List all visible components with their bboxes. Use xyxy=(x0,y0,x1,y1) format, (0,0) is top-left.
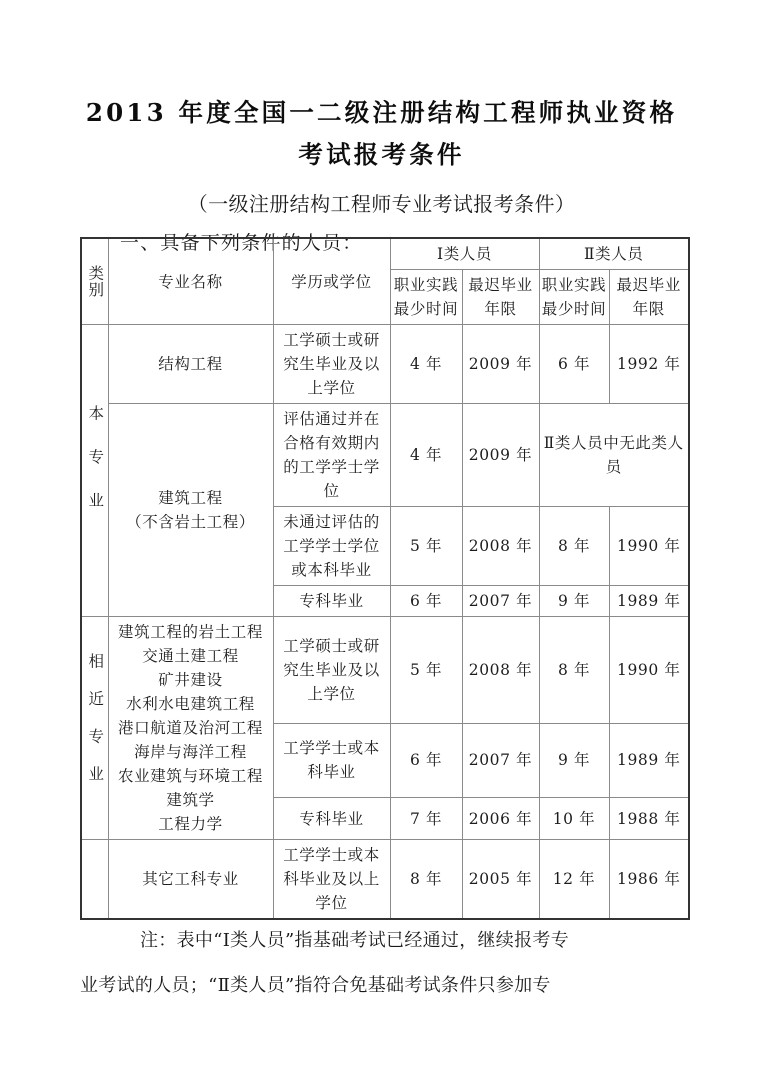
cell-ii-practice: 8 年 xyxy=(539,507,609,586)
category-cell-xiangjin xyxy=(81,617,108,840)
degree-junior-college: 专科毕业 xyxy=(273,798,390,840)
table-footnote xyxy=(80,918,692,1008)
header-i-practice: 职业实践最少时间 xyxy=(390,270,462,325)
cell-i-grad-year: 2006 年 xyxy=(462,798,539,840)
cell-i-practice: 7 年 xyxy=(390,798,462,840)
footnote-line-2: 业考试的人员；“Ⅱ类人员”指符合免基础考试条件只参加专 xyxy=(80,975,551,996)
category-label-benzhuanye: 本专业 xyxy=(86,405,105,536)
table-header-row-1 xyxy=(81,238,689,270)
list-item: 建筑学 xyxy=(166,791,215,809)
cell-ii-practice: 9 年 xyxy=(539,723,609,797)
major-architectural xyxy=(108,404,273,617)
cell-merged-note-no-type-ii: Ⅱ类人员中无此类人员 xyxy=(539,404,689,507)
cell-ii-practice: 12 年 xyxy=(539,840,609,920)
header-i-grad-year: 最迟毕业年限 xyxy=(462,270,539,325)
cell-ii-grad-year: 1989 年 xyxy=(609,586,689,617)
cell-i-grad-year: 2008 年 xyxy=(462,617,539,724)
cell-ii-practice: 6 年 xyxy=(539,325,609,404)
cell-i-practice: 5 年 xyxy=(390,507,462,586)
cell-i-grad-year: 2005 年 xyxy=(462,840,539,920)
cell-i-practice: 8 年 xyxy=(390,840,462,920)
major-architectural-line-1: 建筑工程 xyxy=(158,489,223,507)
cell-ii-grad-year: 1990 年 xyxy=(609,507,689,586)
footnote-line-1: 注：表中“Ⅰ类人员”指基础考试已经通过，继续报考专 xyxy=(140,930,570,951)
list-item: 水利水电建筑工程 xyxy=(126,695,255,713)
degree-bachelor-or-undergrad: 工学学士或本科毕业 xyxy=(273,723,390,797)
cell-i-grad-year: 2008 年 xyxy=(462,507,539,586)
cell-i-grad-year: 2007 年 xyxy=(462,723,539,797)
major-other-engineering: 其它工科专业 xyxy=(108,840,273,920)
header-ii-practice: 职业实践最少时间 xyxy=(539,270,609,325)
major-architectural-line-2: （不含岩土工程） xyxy=(126,513,255,531)
degree-master-or-above: 工学硕士或研究生毕业及以上学位 xyxy=(273,617,390,724)
table-row xyxy=(81,617,689,724)
page-title-line-2: 考试报考条件 xyxy=(298,140,465,169)
degree-bachelor-or-above: 工学学士或本科毕业及以上学位 xyxy=(273,840,390,920)
category-cell-blank xyxy=(81,840,108,920)
list-item: 建筑工程的岩土工程 xyxy=(118,623,263,641)
cell-ii-grad-year: 1990 年 xyxy=(609,617,689,724)
header-group-i: Ⅰ类人员 xyxy=(390,238,539,270)
list-item: 农业建筑与环境工程 xyxy=(118,767,263,785)
degree-unaccredited-bachelor: 未通过评估的工学学士学位或本科毕业 xyxy=(273,507,390,586)
header-category xyxy=(81,238,108,325)
conditions-table-wrapper xyxy=(80,237,688,920)
cell-ii-grad-year: 1989 年 xyxy=(609,723,689,797)
document-subtitle: （一级注册结构工程师专业考试报考条件） xyxy=(187,192,576,216)
table-row xyxy=(81,840,689,920)
document-title-block xyxy=(0,0,763,176)
cell-i-practice: 5 年 xyxy=(390,617,462,724)
table-row xyxy=(81,325,689,404)
header-major-name: 专业名称 xyxy=(108,238,273,325)
degree-junior-college: 专科毕业 xyxy=(273,586,390,617)
cell-ii-grad-year: 1992 年 xyxy=(609,325,689,404)
header-group-ii: Ⅱ类人员 xyxy=(539,238,689,270)
header-ii-grad-year: 最迟毕业年限 xyxy=(609,270,689,325)
cell-i-practice: 4 年 xyxy=(390,325,462,404)
cell-i-practice: 4 年 xyxy=(390,404,462,507)
list-item: 港口航道及治河工程 xyxy=(118,719,263,737)
cell-i-practice: 6 年 xyxy=(390,586,462,617)
list-item: 工程力学 xyxy=(158,815,223,833)
cell-ii-practice: 9 年 xyxy=(539,586,609,617)
cell-i-grad-year: 2009 年 xyxy=(462,325,539,404)
page-title-line-1: 2013 年度全国一二级注册结构工程师执业资格 xyxy=(85,98,678,127)
major-structural: 结构工程 xyxy=(108,325,273,404)
cell-i-grad-year: 2009 年 xyxy=(462,404,539,507)
table-row xyxy=(81,404,689,507)
list-item: 交通土建工程 xyxy=(142,647,239,665)
header-degree: 学历或学位 xyxy=(273,238,390,325)
major-related-list xyxy=(108,617,273,840)
cell-ii-grad-year: 1986 年 xyxy=(609,840,689,920)
cell-i-grad-year: 2007 年 xyxy=(462,586,539,617)
conditions-table xyxy=(80,237,690,920)
header-category-label: 类别 xyxy=(86,265,105,298)
degree-master-or-above: 工学硕士或研究生毕业及以上学位 xyxy=(273,325,390,404)
cell-i-practice: 6 年 xyxy=(390,723,462,797)
list-item: 海岸与海洋工程 xyxy=(134,743,247,761)
category-label-xiangjin: 相近专业 xyxy=(86,653,105,803)
degree-accredited-bachelor: 评估通过并在合格有效期内的工学学士学位 xyxy=(273,404,390,507)
list-item: 矿井建设 xyxy=(158,671,223,689)
category-cell-benzhuanye xyxy=(81,325,108,617)
section-lead-text: 一、具备下列条件的人员： xyxy=(120,232,363,254)
cell-ii-practice: 10 年 xyxy=(539,798,609,840)
cell-ii-practice: 8 年 xyxy=(539,617,609,724)
cell-ii-grad-year: 1988 年 xyxy=(609,798,689,840)
